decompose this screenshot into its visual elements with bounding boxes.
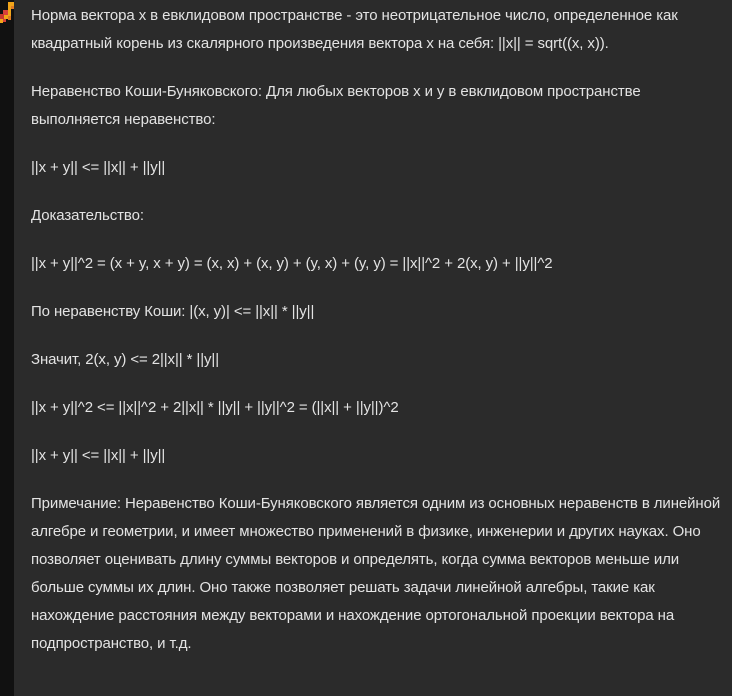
message-paragraph-cauchy: По неравенству Коши: |(x, y)| <= ||x|| * ||y||: [31, 303, 315, 320]
message-formula-result: ||x + y|| <= ||x|| + ||y||: [31, 447, 166, 464]
message-formula-expansion: ||x + y||^2 = (x + y, x + y) = (x, x) + (x, y) + (y, x) + (y, y) = ||x||^2 + 2(x, y) + ||y||^2: [31, 255, 553, 272]
message-formula-inequality: ||x + y|| <= ||x|| + ||y||: [31, 159, 166, 176]
message-paragraph-norm: Норма вектора x в евклидовом пространстве - это неотрицательное число, определенное как квадратный корень из скалярного произведения вектора x на себя: ||x|| = sqrt((x, x)).: [31, 7, 678, 52]
assistant-avatar: [0, 2, 14, 24]
message-paragraph-proof-heading: Доказательство:: [31, 207, 144, 224]
message-formula-bound: ||x + y||^2 <= ||x||^2 + 2||x|| * ||y|| + ||y||^2 = (||x|| + ||y||)^2: [31, 399, 399, 416]
message-paragraph-hence: Значит, 2(x, y) <= 2||x|| * ||y||: [31, 351, 220, 368]
message-paragraph-theorem: Неравенство Коши-Буняковского: Для любых векторов x и y в евклидовом пространстве выполняется неравенство:: [31, 83, 641, 128]
assistant-message: [31, 0, 726, 658]
pixel-logo-icon: [0, 2, 14, 24]
message-paragraph-note: Примечание: Неравенство Коши-Буняковского является одним из основных неравенств в линейной алгебре и геометрии, и имеет множество применений в физике, инженерии и других науках. Оно позволяет оценивать длину суммы векторов и определять, когда сумма векторов меньше или больше суммы их длин. Оно также позволяет решать задачи линейной алгебры, такие как нахождение расстояния между векторами и нахождение ортогональной проекции вектора на подпространство, и т.д.: [31, 495, 721, 652]
